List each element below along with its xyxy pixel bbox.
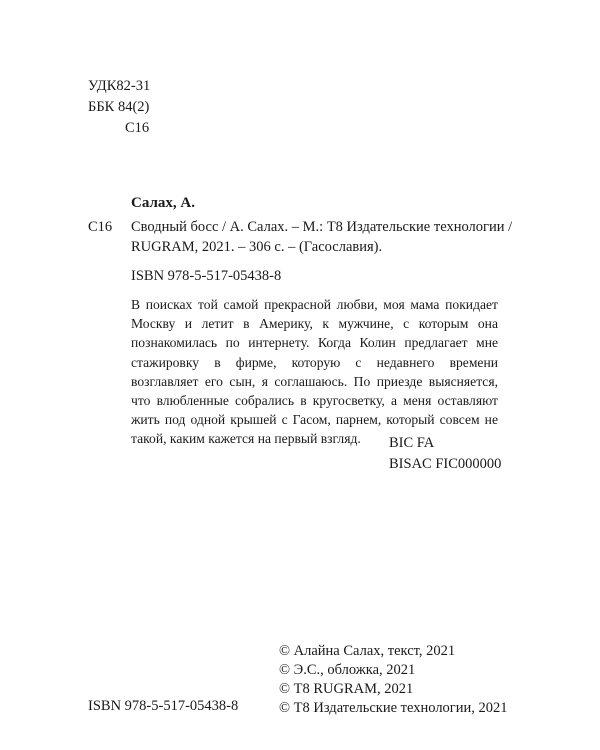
copyright-line: © Алайна Салах, текст, 2021 [279, 643, 456, 659]
bbk-code: ББК 84(2) [88, 99, 150, 115]
bic-code: BIC FA [389, 435, 435, 451]
cutter-code: С16 [125, 120, 150, 136]
copyright-line: © Т8 Издательские технологии, 2021 [279, 700, 508, 716]
annotation-text: В поисках той самой прекрасной любви, моя мама покидает Москву и летит в Америку, к мужчине, с которым она познакомилась по интернету. Когда Колин предлагает мне стажировку в фирме, которую с недавнего времени возглавляет его сын, я соглашаюсь. По приезде выясняется, что влюбленные собрались в кругосветку, а меня оставляют жить под одной крышей с Гасом, парнем, который совсем не такой, каким кажется на первый взгляд. [131, 297, 498, 447]
entry-cutter-code: С16 [88, 219, 113, 235]
author-heading: Салах, А. [131, 195, 195, 211]
description-line: Сводный босс / А. Салах. – М.: Т8 Издательские технологии / [131, 219, 513, 235]
description-line: RUGRAM, 2021. – 306 с. – (Гасославия). [131, 239, 383, 255]
isbn-number: ISBN 978-5-517-05438-8 [131, 268, 282, 284]
bisac-code: BISAC FIC000000 [389, 456, 502, 472]
copyright-line: © Т8 RUGRAM, 2021 [279, 681, 414, 697]
isbn-number-bottom: ISBN 978-5-517-05438-8 [88, 698, 239, 714]
udk-code: УДК82-31 [88, 78, 151, 94]
annotation [131, 295, 498, 449]
copyright-line: © Э.С., обложка, 2021 [279, 662, 416, 678]
